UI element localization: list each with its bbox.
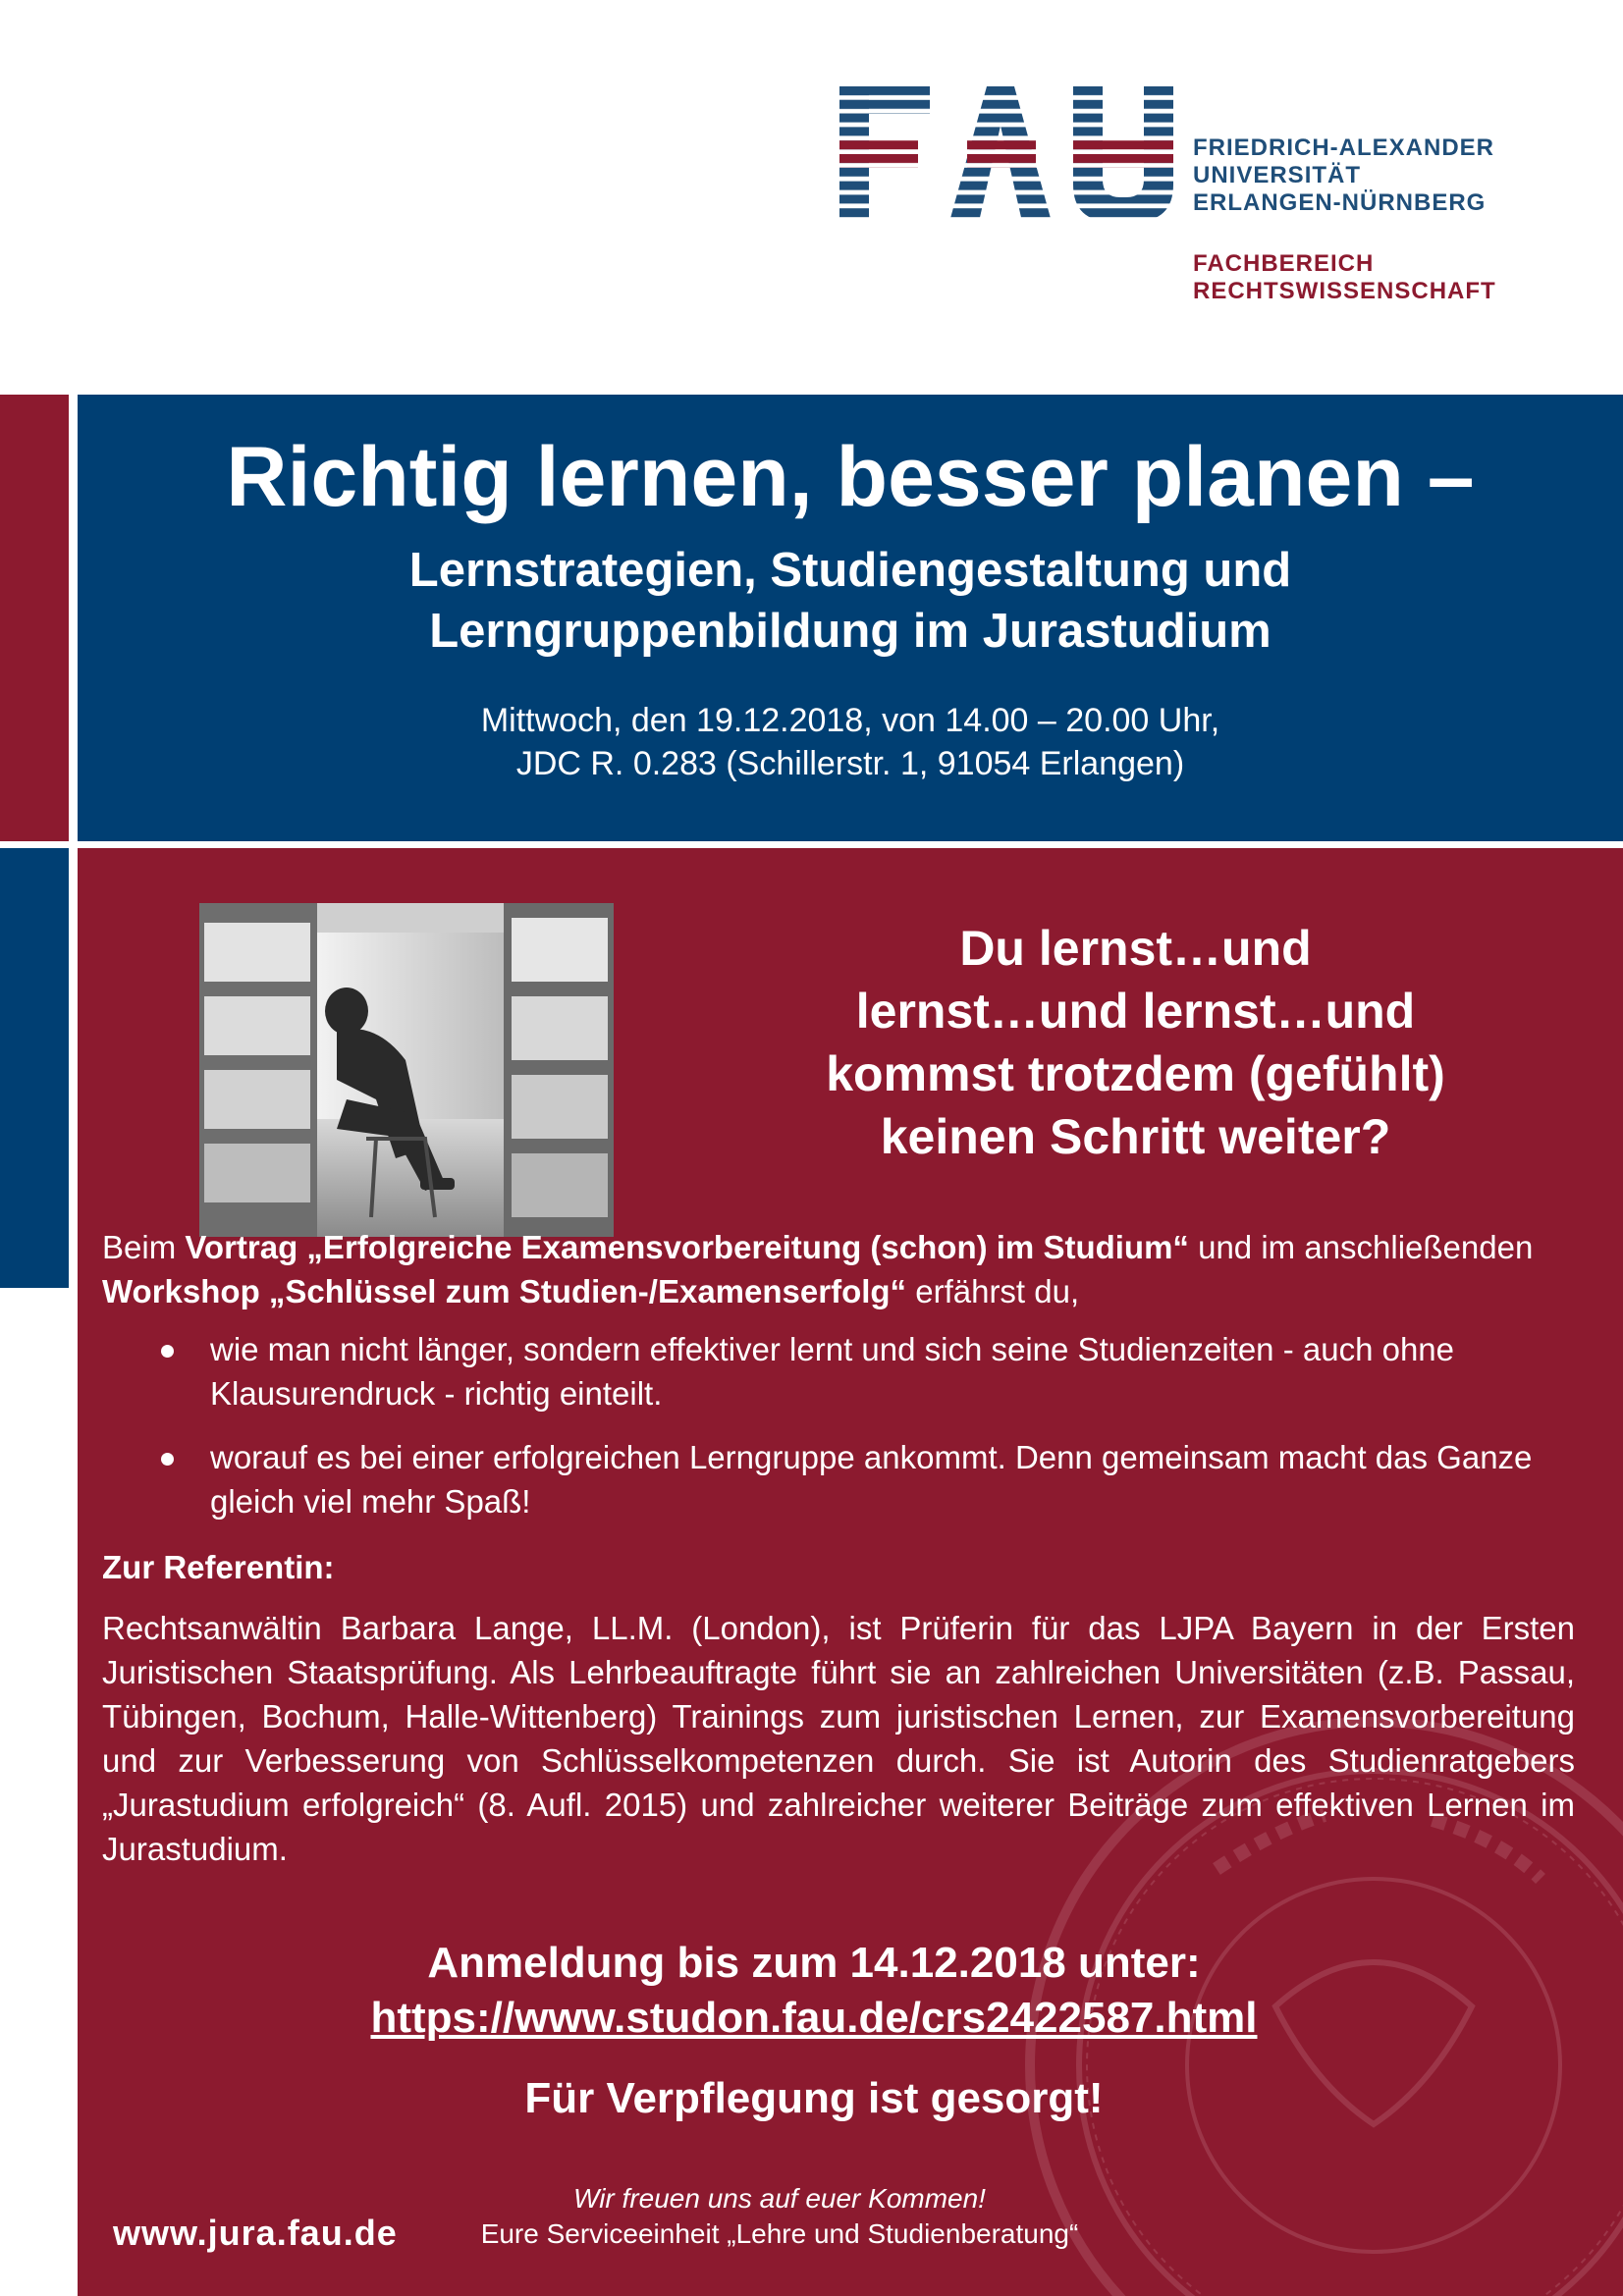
question-line-2: lernst…und lernst…und bbox=[855, 984, 1416, 1039]
list-item bbox=[102, 1435, 1575, 1523]
intro-part-3: erfährst du, bbox=[906, 1273, 1080, 1309]
question-line-3: kommst trotzdem (gefühlt) bbox=[826, 1046, 1445, 1101]
student-photo bbox=[199, 903, 614, 1237]
question-line-4: keinen Schritt weiter? bbox=[880, 1109, 1391, 1164]
intro-part-1: Beim bbox=[102, 1229, 186, 1265]
subtitle-line-1: Lernstrategien, Studiengestaltung und bbox=[408, 544, 1292, 597]
question-line-1: Du lernst…und bbox=[959, 921, 1312, 976]
logo-letter-a bbox=[949, 86, 1052, 222]
closing-line-1: Wir freuen uns auf euer Kommen! bbox=[573, 2183, 986, 2214]
catering-note: Für Verpflegung ist gesorgt! bbox=[524, 2074, 1104, 2122]
referent-heading: Zur Referentin: bbox=[102, 1549, 335, 1585]
title-banner bbox=[78, 395, 1623, 841]
intro-paragraph bbox=[102, 1225, 1575, 1313]
event-info bbox=[78, 699, 1623, 785]
closing-note bbox=[402, 2181, 1158, 2252]
university-name-line-3: ERLANGEN-NÜRNBERG bbox=[1193, 189, 1487, 216]
benefit-list bbox=[102, 1327, 1575, 1543]
subtitle-line-2: Lerngruppenbildung im Jurastudium bbox=[429, 605, 1271, 658]
side-bar-red bbox=[0, 395, 69, 841]
registration-block bbox=[78, 1936, 1550, 2046]
event-location: JDC R. 0.283 (Schillerstr. 1, 91054 Erlangen) bbox=[515, 745, 1185, 782]
bullet-icon bbox=[161, 1345, 174, 1358]
registration-deadline: Anmeldung bis zum 14.12.2018 unter: bbox=[427, 1939, 1201, 1987]
faculty-name-line-2: RECHTSWISSENSCHAFT bbox=[1193, 278, 1496, 304]
list-item-text: wie man nicht länger, sondern effektiver lernt und sich seine Studienzeiten - auch ohne Klausurendruck - richtig einteilt. bbox=[210, 1331, 1455, 1412]
question-heading bbox=[667, 917, 1604, 1168]
content-panel bbox=[78, 848, 1623, 2296]
bullet-icon bbox=[161, 1453, 174, 1466]
logo-letter-f bbox=[839, 86, 930, 222]
referent-text: Rechtsanwältin Barbara Lange, LL.M. (London), ist Prüferin für das LJPA Bayern in der Ersten Juristischen Staatsprüfung. Als Lehrbeauftragte führt sie an zahlreichen Universitäten (z.B. Passau, Tübingen, Bochum, Halle-Wittenberg) Trainings zum juristischen Lernen, zur Examensvorbereitung und zur Verbesserung von Schlüsselkompetenzen durch. Sie ist Autorin des Studienratgebers „Jurastudium erfolgreich“ (8. Aufl. 2015) und zahlreicher weiterer Beiträge zum effektiven Lernen im Jurastudium. bbox=[102, 1610, 1575, 1867]
logo-letter-u bbox=[1073, 86, 1173, 222]
list-item-text: worauf es bei einer erfolgreichen Lerngruppe ankommt. Denn gemeinsam macht das Ganze gleich viel mehr Spaß! bbox=[210, 1439, 1533, 1520]
page-title: Richtig lernen, besser planen – bbox=[226, 430, 1475, 524]
intro-part-2: und im anschließenden bbox=[1188, 1229, 1534, 1265]
website-link[interactable]: www.jura.fau.de bbox=[113, 2213, 398, 2253]
workshop-title: Workshop „Schlüssel zum Studien-/Examenserfolg“ bbox=[102, 1273, 907, 1309]
faculty-name-line-1: FACHBEREICH bbox=[1193, 250, 1375, 277]
event-date: Mittwoch, den 19.12.2018, von 14.00 – 20.00 Uhr, bbox=[480, 702, 1220, 739]
closing-line-2: Eure Serviceeinheit „Lehre und Studienberatung“ bbox=[480, 2218, 1079, 2249]
talk-title: Vortrag „Erfolgreiche Examensvorbereitung (schon) im Studium“ bbox=[185, 1229, 1189, 1265]
university-name-line-2: UNIVERSITÄT bbox=[1193, 162, 1362, 188]
fau-logo bbox=[839, 86, 1173, 222]
university-name-line-1: FRIEDRICH-ALEXANDER bbox=[1193, 134, 1494, 161]
subtitle bbox=[78, 540, 1623, 662]
side-bar-blue bbox=[0, 848, 69, 1288]
list-item bbox=[102, 1327, 1575, 1415]
registration-link[interactable]: https://www.studon.fau.de/crs2422587.html bbox=[370, 1994, 1258, 2042]
